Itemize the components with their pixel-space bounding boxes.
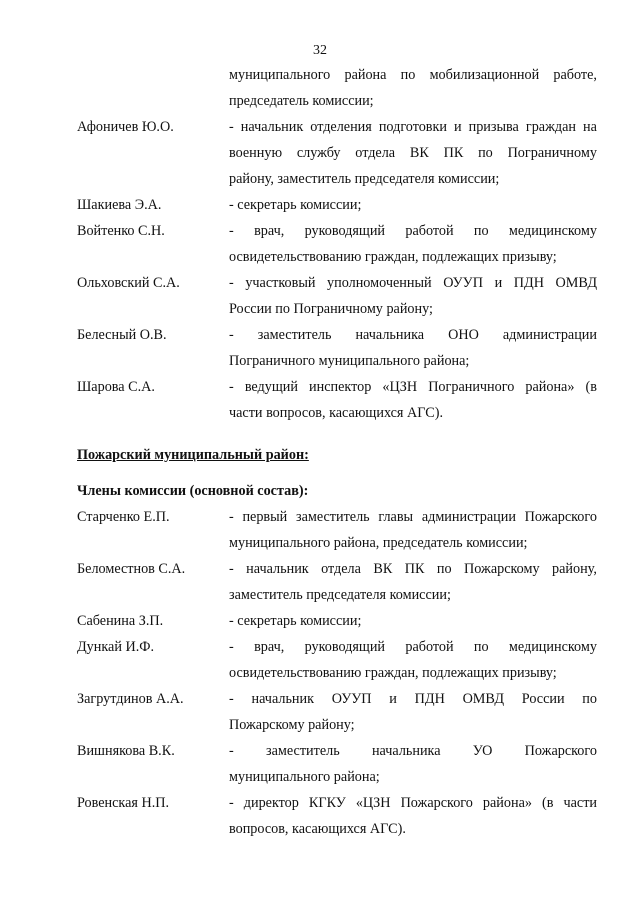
member-role xyxy=(229,608,597,634)
member-role xyxy=(229,270,597,322)
member-name: Афоничев Ю.О. xyxy=(77,119,174,135)
member-role xyxy=(229,686,597,738)
member-name: Вишнякова В.К. xyxy=(77,743,175,759)
member-role-line: - участковый уполномоченный ОУУП и ПДН ОМВД xyxy=(229,275,597,291)
member-role-line: Пожарскому району; xyxy=(229,717,355,733)
continuation-line-1-text: муниципального района по мобилизационной работе, xyxy=(229,67,597,83)
member-role-line: - ведущий инспектор «ЦЗН Пограничного района» (в xyxy=(229,379,597,395)
member-name: Беломестнов С.А. xyxy=(77,561,186,577)
member-name: Войтенко С.Н. xyxy=(77,223,165,239)
member-role xyxy=(229,322,597,374)
member-role-line: - заместитель начальника ОНО администрации xyxy=(229,327,597,343)
member-name: Ольховский С.А. xyxy=(77,275,180,291)
member-name: Ровенская Н.П. xyxy=(77,795,170,811)
member-role xyxy=(229,634,597,686)
member-role-line: - заместитель начальника УО Пожарского xyxy=(229,743,597,759)
member-role xyxy=(229,218,597,270)
member-role-line: вопросов, касающихся АГС). xyxy=(229,821,406,837)
member-role xyxy=(229,114,597,192)
member-role-line: - директор КГКУ «ЦЗН Пожарского района» (в части xyxy=(229,795,597,811)
member-role xyxy=(229,556,597,608)
member-role-line: району, заместитель председателя комиссии; xyxy=(229,171,500,187)
member-role-line: освидетельствованию граждан, подлежащих призыву; xyxy=(229,249,557,265)
member-role xyxy=(229,374,597,426)
member-name: Белесный О.В. xyxy=(77,327,167,343)
continuation-line-2: председатель комиссии; xyxy=(229,93,374,109)
continuation-line-1 xyxy=(229,62,597,88)
member-name: Шакиева Э.А. xyxy=(77,197,162,213)
member-role-line: - врач, руководящий работой по медицинскому xyxy=(229,639,597,655)
member-name: Загрутдинов А.А. xyxy=(77,691,184,707)
page-number: 32 xyxy=(313,43,327,58)
member-role-line: Пограничного муниципального района; xyxy=(229,353,470,369)
member-role xyxy=(229,790,597,842)
member-role-line: военную службу отдела ВК ПК по Пограничному xyxy=(229,145,597,161)
member-role xyxy=(229,504,597,556)
member-role-line: - первый заместитель главы администрации Пожарского xyxy=(229,509,597,525)
member-role-line: части вопросов, касающихся АГС). xyxy=(229,405,443,421)
member-role xyxy=(229,192,597,218)
member-name: Шарова С.А. xyxy=(77,379,155,395)
member-role-line: - секретарь комиссии; xyxy=(229,197,362,213)
member-role xyxy=(229,738,597,790)
member-role-line: - врач, руководящий работой по медицинскому xyxy=(229,223,597,239)
member-name: Старченко Е.П. xyxy=(77,509,170,525)
continuation-text xyxy=(229,62,597,114)
member-role-line: освидетельствованию граждан, подлежащих призыву; xyxy=(229,665,557,681)
member-role-line: муниципального района, председатель комиссии; xyxy=(229,535,528,551)
subsection-title: Члены комиссии (основной состав): xyxy=(77,483,309,499)
member-name: Сабенина З.П. xyxy=(77,613,164,629)
member-role-line: - секретарь комиссии; xyxy=(229,613,362,629)
member-role-line: - начальник отделения подготовки и призыва граждан на xyxy=(229,119,597,135)
member-role-line: - начальник отдела ВК ПК по Пожарскому району, xyxy=(229,561,597,577)
member-role-line: России по Пограничному району; xyxy=(229,301,433,317)
member-role-line: заместитель председателя комиссии; xyxy=(229,587,451,603)
member-role-line: муниципального района; xyxy=(229,769,380,785)
member-role-line: - начальник ОУУП и ПДН ОМВД России по xyxy=(229,691,597,707)
section-title: Пожарский муниципальный район: xyxy=(77,447,309,463)
member-name: Дункай И.Ф. xyxy=(77,639,155,655)
